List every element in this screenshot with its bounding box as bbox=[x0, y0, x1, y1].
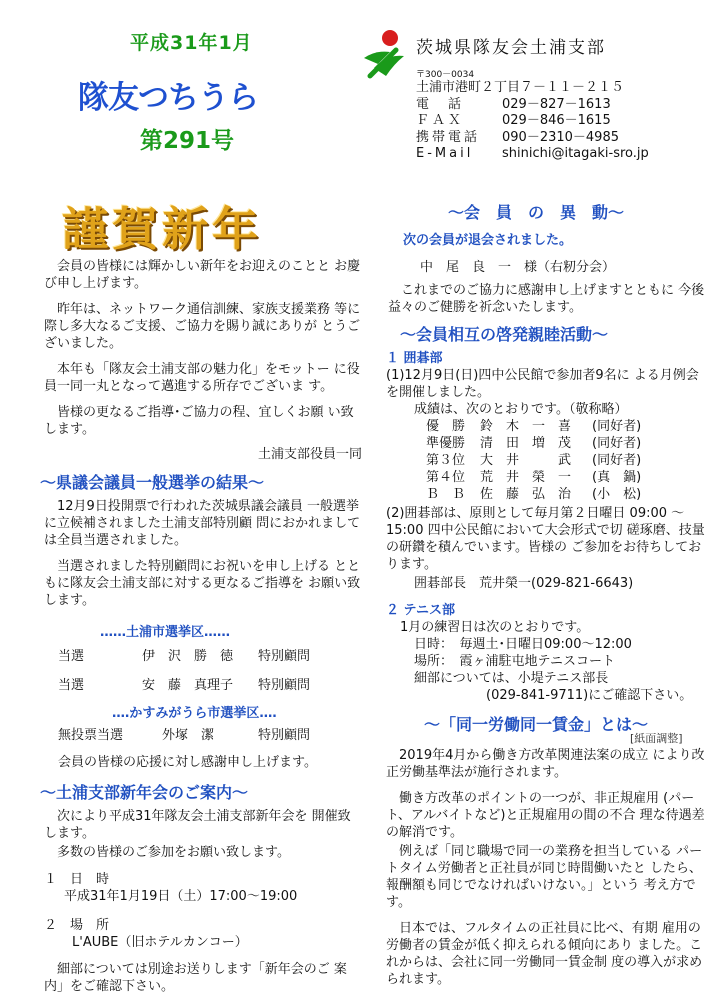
election-paragraph: 当選されました特別顧問にお祝いを申し上げる とともに隊友会土浦支部に対する更なるご指導を お願い致します。 bbox=[44, 559, 361, 608]
go-club-p2: (2)囲碁部は、原則として毎月第２日曜日 09:00 ～ 15:00 四中公民館において大会形式で切 磋琢磨、技量の研鑽を積んでいます。皆様の ご参加をお待ちしております。 bbox=[386, 506, 705, 572]
contact-mobile: 携帯電話 090－2310－4985 bbox=[416, 129, 619, 145]
equalpay-paragraph: 2019年4月から働き方改革関連法案の成立 により改正労働基準法が施行されます。 bbox=[386, 748, 705, 780]
tennis-club-title: ２ テニス部 bbox=[386, 603, 456, 618]
equalpay-heading: ～「同一労働同一賃金」とは～ bbox=[424, 715, 649, 734]
tennis-place: 場所： 霞ヶ浦駐屯地テニスコート bbox=[414, 654, 615, 669]
go-result-row: Ｂ Ｂ 佐 藤 弘 治 (小 松) bbox=[426, 487, 642, 502]
go-results-intro: 成績は、次のとおりです。（敬称略） bbox=[414, 402, 628, 417]
result-row: 当選 安 藤 真理子 特別顧問 bbox=[58, 678, 311, 693]
election-section bbox=[44, 498, 362, 609]
newyear-intro2: 多数の皆様のご参加をお願い致します。 bbox=[57, 845, 290, 860]
result-row: 当選 伊 沢 勝 徳 特別顧問 bbox=[58, 649, 311, 664]
issue-number: 第291号 bbox=[140, 128, 235, 154]
tennis-detail: 細部については、小堤テニス部長 bbox=[414, 671, 609, 686]
contact-fax: ＦＡＸ 029－846－1615 bbox=[416, 113, 611, 128]
go-club-title: １ 囲碁部 bbox=[386, 351, 443, 366]
address: 土浦市港町２丁目７－１１－２１５ bbox=[416, 80, 625, 95]
result-row: 無投票当選 外塚 潔 特別顧問 bbox=[58, 728, 311, 743]
results-tsuchiura bbox=[58, 648, 310, 694]
postal-code: 〒300－0034 bbox=[416, 70, 475, 80]
newyear-item1-value: 平成31年1月19日（土）17:00～19:00 bbox=[64, 889, 298, 904]
retired-member: 中 尾 良 一 様（右籾分会） bbox=[420, 260, 616, 275]
go-club-section bbox=[386, 350, 706, 704]
issue-date: 平成31年1月 bbox=[130, 32, 253, 54]
greeting-paragraph: 皆様の更なるご指導･ご協力の程、宜しくお願 い致します。 bbox=[44, 405, 354, 437]
members-sub: 次の会員が退会されました。 bbox=[403, 233, 573, 248]
newyear-closing: 細部については別途お送りします「新年会のご 案内」をご確認下さい。 bbox=[44, 962, 347, 994]
go-result-row: 第４位 荒 井 榮 一 (真 鍋) bbox=[426, 470, 642, 485]
members-heading: ～会 員 の 異 動～ bbox=[448, 203, 625, 222]
new-year-banner: 謹賀新年 bbox=[62, 202, 262, 256]
contact-block bbox=[416, 80, 649, 163]
newyear-item1-label: １ 日 時 bbox=[44, 872, 110, 887]
equalpay-source: [紙面調整] bbox=[630, 732, 683, 745]
tennis-p1: 1月の練習日は次のとおりです。 bbox=[400, 620, 590, 635]
tennis-phone: (029-841-9711)にご確認下さい。 bbox=[486, 688, 693, 703]
election-heading: ～県議会議員一般選挙の結果～ bbox=[40, 473, 265, 492]
equalpay-paragraph: 例えば「同じ職場で同一の業務を担当している パートタイム労働者と正社員が同じ時間働いたと したら、報酬額も同じでなければいけない。」という 考え方です。 bbox=[386, 844, 703, 910]
contact-email[interactable]: E-Mail shinichi@itagaki-sro.jp bbox=[416, 146, 649, 161]
district-tsuchiura: ‥‥‥土浦市選挙区‥‥‥ bbox=[100, 625, 231, 640]
district-kasumigaura: ‥‥かすみがうら市選挙区‥‥ bbox=[112, 706, 277, 721]
election-paragraph: 12月9日投開票で行われた茨城県議会議員 一般選挙に立候補されました土浦支部特別顧 問におかれましては全員当選されました。 bbox=[44, 499, 361, 548]
equalpay-paragraph: 日本では、フルタイムの正社員に比べ、有期 雇用の労働者の賃金が低く抑えられる傾向にあり ました。これからは、会社に同一労働同一賃金制 度の導入が求められます。 bbox=[386, 921, 703, 987]
newsletter-title: 隊友つちうら bbox=[78, 80, 258, 116]
members-thanks: これまでのご協力に感謝申し上げますとともに 今後益々のご健勝を祈念いたします。 bbox=[388, 283, 705, 315]
equalpay-paragraph: 働き方改革のポイントの一つが、非正規雇用 (パート、アルバイトなど)と正規雇用の間の不合 理な待遇差の解消です。 bbox=[386, 791, 705, 840]
members-thanks-wrap bbox=[388, 282, 706, 316]
go-results-table bbox=[386, 418, 706, 503]
greeting-paragraph: 会員の皆様には輝かしい新年をお迎えのことと お慶び申し上げます。 bbox=[44, 259, 361, 291]
tennis-time: 日時： 毎週土･日曜日09:00～12:00 bbox=[414, 637, 632, 652]
election-closing: 会員の皆様の応援に対し感謝申し上げます。 bbox=[58, 755, 317, 770]
go-result-row: 優 勝 鈴 木 一 喜 (同好者) bbox=[426, 419, 642, 434]
newyear-item2-label: ２ 場 所 bbox=[44, 918, 110, 933]
greeting-section bbox=[44, 258, 362, 463]
newyear-section bbox=[44, 808, 362, 995]
equalpay-section bbox=[386, 747, 706, 988]
newyear-heading: ～土浦支部新年会のご案内～ bbox=[40, 783, 249, 802]
contact-phone: 電 話 029－827－1613 bbox=[416, 96, 611, 112]
greeting-signature: 土浦支部役員一同 bbox=[257, 447, 362, 462]
greeting-paragraph: 本年も「隊友会土浦支部の魅力化」をモットー に役員一同一丸となって邁進する所存でございま す。 bbox=[44, 362, 360, 394]
branch-logo-icon bbox=[360, 28, 410, 80]
go-result-row: 準優勝 清 田 増 茂 (同好者) bbox=[426, 436, 642, 451]
go-club-p1: (1)12月9日(日)四中公民館で参加者9名に よる月例会を開催しました。 bbox=[386, 368, 699, 400]
go-club-contact: 囲碁部長 荒井榮一(029-821-6643) bbox=[414, 576, 634, 591]
greeting-paragraph: 昨年は、ネットワーク通信訓練、家族支援業務 等に際し多大なるご支援、ご協力を賜り誠にありが とうございました。 bbox=[44, 302, 361, 351]
branch-name: 茨城県隊友会土浦支部 bbox=[416, 38, 606, 58]
activities-heading: ～会員相互の啓発親睦活動～ bbox=[400, 325, 609, 344]
newyear-item2-value: L'AUBE（旧ホテルカンコー） bbox=[72, 935, 248, 950]
newyear-intro: 次により平成31年隊友会土浦支部新年会を 開催致します。 bbox=[44, 809, 351, 841]
go-result-row: 第３位 大 井 武 (同好者) bbox=[426, 453, 642, 468]
